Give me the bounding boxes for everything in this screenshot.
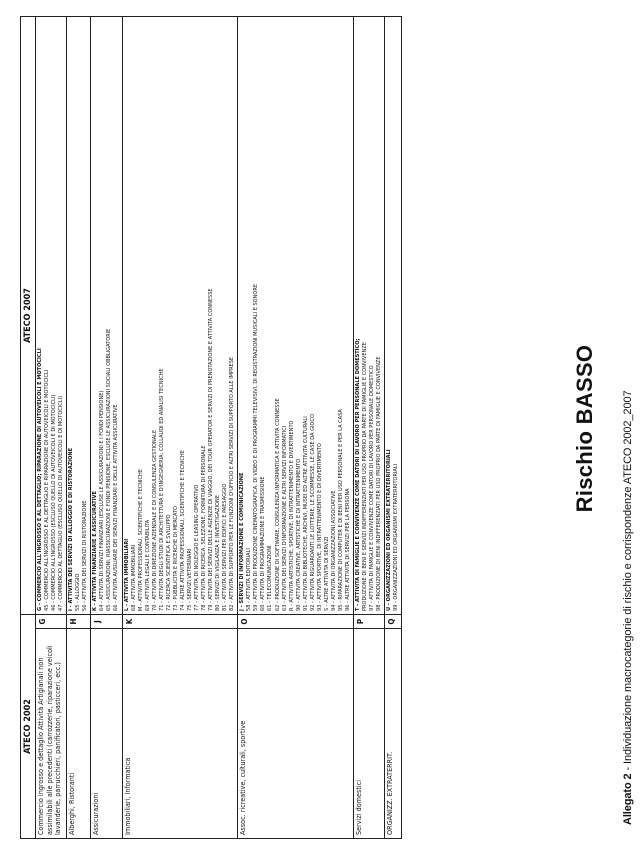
ateco-2007-line: 99 - ORGANIZZAZIONI ED ORGANISMI EXTRATERRITORIALI xyxy=(393,463,400,611)
table-row xyxy=(122,17,238,839)
ateco-2007-line: 90 - ATTIVITÀ CREATIVE, ARTISTICHE E DI INTRATTENIMENTO xyxy=(295,458,302,611)
ateco-2007-line: 63 - ATTIVITÀ DEI SERVIZI D'INFORMAZIONE E ALTRI SERVIZI INFORMATICI xyxy=(281,425,288,611)
ateco-2007-line: 64 - ATTIVITÀ DI SERVIZI FINANZIARI (ESCLUSE LE ASSICURAZIONI E I FONDI PENSIONE) xyxy=(99,390,106,611)
ateco-2007-list xyxy=(36,17,67,615)
ateco-2007-line: 66 - ATTIVITÀ AUSILIARIE DEI SERVIZI FINANZIARI E DELLE ATTIVITÀ ASSICURATIVE xyxy=(113,404,120,611)
ateco-2007-line: 78 - ATTIVITÀ DI RICERCA, SELEZIONE, FORNITURA DI PERSONALE xyxy=(201,445,208,611)
ateco-2007-line: 68 - ATTIVITÀ IMMOBILIARI xyxy=(130,544,137,611)
ateco-2007-line: 77 - ATTIVITÀ DI NOLEGGIO E LEASING OPERATIVO xyxy=(193,484,200,611)
ateco-2007-line: 73 - PUBBLICITÀ E RICERCHE DI MERCATO xyxy=(172,506,179,611)
ateco-2002-description: ORGANIZZ. EXTRATERRIT. xyxy=(385,629,402,839)
ateco-2007-line: 58 - ATTIVITÀ EDITORIALI xyxy=(246,548,253,611)
ateco-2007-line: 47 - COMMERCIO AL DETTAGLIO (ESCLUSO QUELLO DI AUTOVEICOLI E DI MOTOCICLI) xyxy=(58,395,65,611)
table-row xyxy=(385,17,402,839)
ateco-2002-letter: K xyxy=(122,615,238,629)
ateco-2002-description: Assicurazioni xyxy=(91,629,122,839)
ateco-2007-line: 71 - ATTIVITÀ DEGLI STUDI DI ARCHITETTURA E D'INGEGNERIA; COLLAUDI ED ANALISI TECNICHE xyxy=(158,368,165,611)
ateco-2007-line: M - ATTIVITÀ PROFESSIONALI, SCIENTIFICHE E TECNICHE xyxy=(137,468,144,611)
ateco-2007-line: 74 - ALTRE ATTIVITÀ PROFESSIONALI, SCIENTIFICHE E TECNICHE xyxy=(179,450,186,611)
ateco-2002-description: Assoc. ricreative, culturali, sportive xyxy=(238,629,354,839)
ateco-2007-line: PRODUZIONE DI BENI E SERVIZI INDIFFERENZIATI PER USO PROPRIO DA PARTE DI FAMIGLIE E CONVIVENZE xyxy=(362,342,369,611)
ateco-2007-line: 97 - ATTIVITÀ DI FAMIGLIE E CONVIVENZE COME DATORI DI LAVORO PER PERSONALE DOMESTICO xyxy=(369,365,376,611)
ateco-2007-line: 70 - ATTIVITÀ DI DIREZIONE AZIENDALE E DI CONSULENZA GESTIONALE xyxy=(151,429,158,611)
ateco-2007-line: 65 - ASSICURAZIONI, RIASSICURAZIONI E FONDI PENSIONE, ESCLUSE LE ASSICURAZIONI SOCIALI OBBLIGATORIE xyxy=(106,328,113,611)
caption-text: - Individuazione macrocategorie di rischio e corrispondenze ATECO 2002_2007 xyxy=(622,390,634,774)
ateco-2007-line: 59 - ATTIVITÀ DI PRODUZIONE CINEMATOGRAFICA, DI VIDEO E DI PROGRAMMI TELEVISIVI, DI REGISTRAZIONI MUSICALI E SONORE xyxy=(253,283,260,611)
ateco-2002-letter: G xyxy=(36,615,67,629)
ateco-table xyxy=(20,16,402,839)
ateco-2007-list xyxy=(238,17,354,615)
ateco-2002-description: Immobiliari, Informatica xyxy=(122,629,238,839)
ateco-2007-line: 81 - ATTIVITÀ DI SERVIZI PER EDIFICI E PAESAGGIO xyxy=(222,483,229,611)
table-row xyxy=(67,17,91,839)
ateco-2007-list xyxy=(385,17,402,615)
ateco-2007-line: 62 - PRODUZIONE DI SOFTWARE, CONSULENZA INFORMATICA E ATTIVITÀ CONNESSE xyxy=(274,398,281,611)
ateco-2007-line: 94 - ATTIVITÀ DI ORGANIZZAZIONI ASSOCIATIVE xyxy=(330,490,337,611)
ateco-2007-list xyxy=(67,17,91,615)
ateco-2007-line: R - ATTIVITÀ ARTISTICHE, SPORTIVE, DI INTRATTENIMENTO E DIVERTIMENTO xyxy=(288,420,295,611)
ateco-2002-letter: J xyxy=(91,615,122,629)
ateco-2007-line: 55 - ALLOGGIO xyxy=(75,573,82,611)
ateco-2007-line: 93 - ATTIVITÀ SPORTIVE, DI INTRATTENIMENTO E DI DIVERTIMENTO xyxy=(316,443,323,611)
ateco-2007-line: 46 - COMMERCIO ALL'INGROSSO (ESCLUSO QUELLO DI AUTOVEICOLI E DI MOTOCICLI) xyxy=(51,394,58,611)
table-row xyxy=(354,17,385,839)
header-ateco-2007: ATECO 2007 xyxy=(21,17,36,615)
ateco-2007-list xyxy=(91,17,122,615)
table-row xyxy=(91,17,122,839)
ateco-2007-line: 79 - ATTIVITÀ DEI SERVIZI DELLE AGENZIE DI VIAGGIO, DEI TOUR OPERATOR E SERVIZI DI PRENOTAZIONE E ATTIVITÀ CONNESSE xyxy=(208,288,215,611)
document-caption xyxy=(622,391,634,826)
table-body xyxy=(36,17,402,839)
ateco-2007-line: L - ATTIVITÀ IMMOBILIARI xyxy=(123,538,130,611)
ateco-2007-list xyxy=(354,17,385,615)
ateco-2007-line: 96 - ALTRE ATTIVITÀ DI SERVIZI PER LA PERSONA xyxy=(344,488,351,611)
header-ateco-2002: ATECO 2002 xyxy=(21,615,36,839)
ateco-2007-line: 45 - COMMERCIO ALL'INGROSSO E AL DETTAGLIO E RIPARAZIONE DI AUTOVEICOLI E MOTOCICLI xyxy=(44,369,51,611)
ateco-2007-line: 95 - RIPARAZIONE DI COMPUTER E DI BENI PER USO PERSONALE E PER LA CASA xyxy=(337,409,344,611)
table-row xyxy=(36,17,67,839)
ateco-2007-line: 92 - ATTIVITÀ RIGUARDANTI LE LOTTERIE, LE SCOMMESSE, LE CASE DA GIOCO xyxy=(309,414,316,611)
ateco-2002-letter: Q xyxy=(385,615,402,629)
ateco-2007-line: T - ATTIVITÀ DI FAMIGLIE E CONVIVENZE COME DATORI DI LAVORO PER PERSONALE DOMESTICO; xyxy=(355,338,362,611)
ateco-2007-line: 91 - ATTIVITÀ DI BIBLIOTECHE, ARCHIVI, MUSEI ED ALTRE ATTIVITÀ CULTURALI xyxy=(302,416,309,611)
table-row xyxy=(238,17,354,839)
ateco-2007-line: 98 - PRODUZIONE DI BENI INDIFFERENZIATI PER USO PROPRIO DA PARTE DI FAMIGLIE E CONVIVENZE xyxy=(376,356,383,611)
ateco-2002-description: Servizi domestici xyxy=(354,629,385,839)
ateco-2002-letter: O xyxy=(238,615,354,629)
ateco-2007-line: U - ORGANIZZAZIONI ED ORGANISMI EXTRATERRITORIALI xyxy=(386,449,393,611)
ateco-2007-line: S - ALTRE ATTIVITÀ DI SERVIZI xyxy=(323,536,330,611)
ateco-2007-list xyxy=(122,17,238,615)
caption-lead: Allegato 2 xyxy=(622,773,634,825)
table-header-row xyxy=(21,17,36,839)
ateco-2002-letter: H xyxy=(67,615,91,629)
ateco-2007-line: 82 - ATTIVITÀ DI SUPPORTO PER LE FUNZIONI D'UFFICIO E ALTRI SERVIZI DI SUPPORTO ALLE IMPRESE xyxy=(229,356,236,611)
ateco-2007-line: 75 - SERVIZI VETERINARI xyxy=(186,548,193,611)
ateco-2007-line: I - ATTIVITÀ DEI SERVIZI DI ALLOGGIO E DI RISTORAZIONE xyxy=(68,447,75,611)
ateco-2007-line: J - SERVIZI DI INFORMAZIONE E COMUNICAZIONE xyxy=(239,472,246,611)
ateco-2007-line: K - ATTIVITÀ FINANZIARIE E ASSICURATIVE xyxy=(92,491,99,611)
ateco-2002-letter: P xyxy=(354,615,385,629)
ateco-2007-line: 56 - ATTIVITÀ DEI SERVIZI DI RISTORAZIONE xyxy=(82,500,89,611)
ateco-2007-line: G - COMMERCIO ALL'INGROSSO E AL DETTAGLIO; RIPARAZIONE DI AUTOVEICOLI E MOTOCICLI xyxy=(37,348,43,611)
ateco-2002-description: Commercio ingrosso e dettaglio Attività Artigianali non assimilabili alle precedenti (carrozzerie, riparazione veicoli lavanderie, parrucchieri, panificatori, pasticceri, ecc.) xyxy=(36,629,67,839)
ateco-2007-line: 60 - ATTIVITÀ DI PROGRAMMAZIONE E TRASMISSIONE xyxy=(260,476,267,611)
ateco-2007-line: 69 - ATTIVITÀ LEGALI E CONTABILITÀ xyxy=(144,519,151,611)
ateco-2007-line: 72 - RICERCA SCIENTIFICA E SVILUPPO xyxy=(165,514,172,611)
ateco-2007-line: 80 - SERVIZI DI VIGILANZA E INVESTIGAZIONE xyxy=(215,495,222,611)
page-title: Rischio BASSO xyxy=(572,344,597,513)
ateco-2007-line: 61 - TELECOMUNICAZIONI xyxy=(267,545,274,611)
ateco-2002-description: Alberghi, Ristoranti xyxy=(67,629,91,839)
